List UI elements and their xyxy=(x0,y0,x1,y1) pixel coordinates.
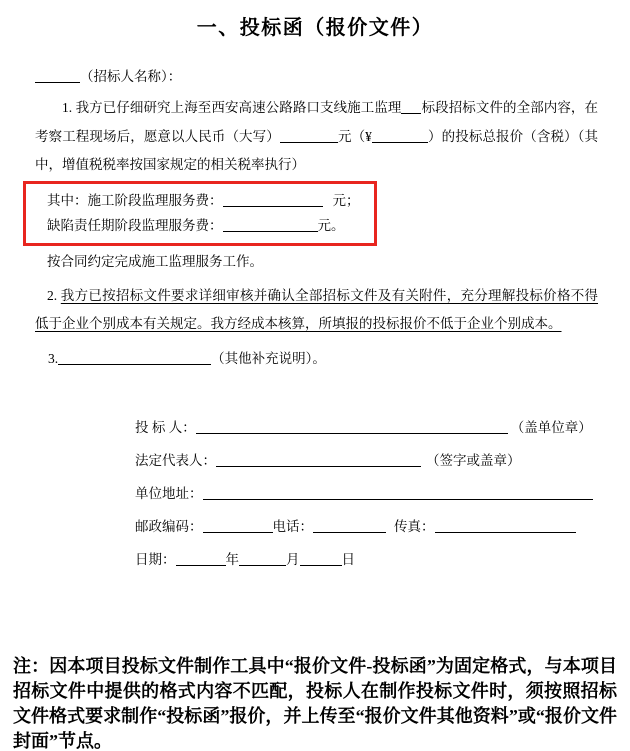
page-title: 一、投标函（报价文件） xyxy=(196,17,434,39)
para1-text-3: 元（¥ xyxy=(337,128,372,144)
highlight-box xyxy=(23,181,377,246)
blank-address xyxy=(203,486,593,500)
footer-note: 注：因本项目投标文件制作工具中“报价文件-投标函”为固定格式，与本项目招标文件中提供的格式内容不匹配，投标人在制作投标文件时，须按照招标文件格式要求制作“投标函”报价，并上传至“报价文件其他资料”或“报价文件封面”节点。 xyxy=(13,655,617,751)
construction-fee-unit: 元； xyxy=(332,192,360,208)
defect-period-fee-label: 缺陷责任期阶段监理服务费： xyxy=(47,217,223,233)
blank-day xyxy=(300,552,342,566)
bidder-row xyxy=(135,418,598,438)
page-content xyxy=(0,67,630,751)
blank-postcode xyxy=(203,519,273,533)
paragraph-1 xyxy=(35,94,598,180)
legal-rep-label: 法定代表人： xyxy=(135,452,216,468)
blank-fax xyxy=(435,519,576,533)
date-row xyxy=(135,550,598,570)
blank-bidder xyxy=(196,420,508,434)
blank-construction-fee xyxy=(223,193,323,207)
paragraph-complete-work: 按合同约定完成施工监理服务工作。 xyxy=(47,253,263,269)
defect-period-fee-unit: 元。 xyxy=(317,217,345,233)
address-row xyxy=(135,484,598,504)
paragraph-2 xyxy=(35,282,598,339)
postcode-label: 邮政编码： xyxy=(135,518,203,534)
construction-fee-label: 其中：施工阶段监理服务费： xyxy=(47,192,223,208)
paragraph-3 xyxy=(48,348,598,370)
para2-number: 2. xyxy=(47,287,61,303)
para1-text-4: ）的投标总报价（含税）（其中，增值税税率按国家规定的相关税率执行） xyxy=(35,128,599,172)
blank-tenderer-name xyxy=(35,69,80,83)
day-label: 日 xyxy=(341,551,355,567)
blank-amount-in-words xyxy=(280,129,338,143)
month-label: 月 xyxy=(286,551,300,567)
signature-block xyxy=(135,418,598,570)
year-label: 年 xyxy=(225,551,239,567)
bidder-label: 投 标 人： xyxy=(135,419,196,435)
blank-other-notes xyxy=(58,351,211,365)
contact-row xyxy=(135,517,598,537)
legal-rep-row xyxy=(135,451,598,471)
construction-fee-line xyxy=(47,188,374,213)
para1-text-1: 1. 我方已仔细研究上海至西安高速公路路口支线施工监理 xyxy=(62,100,402,115)
address-label: 单位地址： xyxy=(135,485,203,501)
para2-underlined-text: 我方已按招标文件要求详细审核并确认全部招标文件及有关附件，充分理解投标价格不得低于企业个别成本有关规定。我方经成本核算，所填报的投标报价不低于企业个别成本。 xyxy=(35,287,599,331)
date-label: 日期： xyxy=(135,551,176,567)
addressee-suffix: （招标人名称）： xyxy=(80,69,182,84)
addressee-line xyxy=(35,67,598,87)
blank-month xyxy=(239,552,286,566)
bidder-seal-note: （盖单位章） xyxy=(510,419,592,435)
para3-suffix: （其他补充说明）。 xyxy=(211,350,326,366)
blank-year xyxy=(176,552,226,566)
blank-section-number xyxy=(401,100,421,114)
blank-defect-period-fee xyxy=(223,218,318,232)
legal-rep-seal-note: （签字或盖章） xyxy=(426,452,521,468)
defect-period-fee-line xyxy=(47,213,374,238)
para1-text-2: 标段招标文件的全部内容，在考察工程现场后，愿意以人民币（大写） xyxy=(35,100,599,144)
para3-number: 3. xyxy=(48,350,59,366)
blank-phone xyxy=(313,519,386,533)
phone-label: 电话： xyxy=(272,518,313,534)
blank-legal-rep xyxy=(216,453,421,467)
fax-label: 传真： xyxy=(394,518,435,534)
blank-amount-in-figures xyxy=(372,129,428,143)
